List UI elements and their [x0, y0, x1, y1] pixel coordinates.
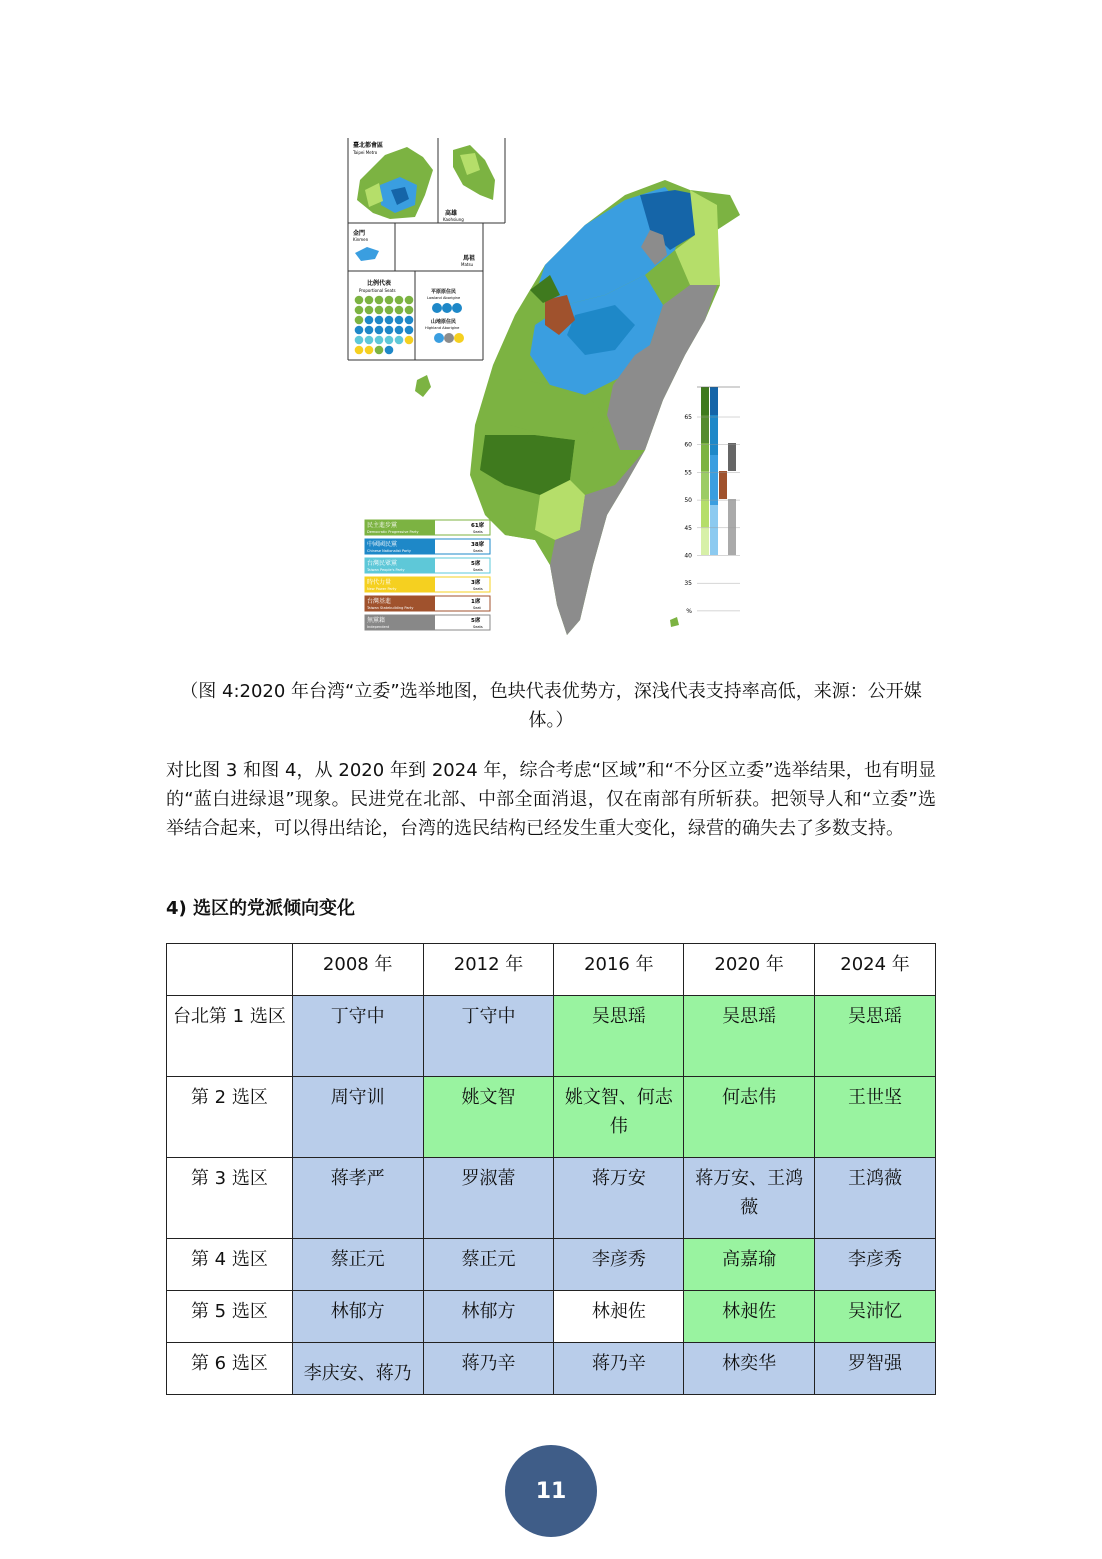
winner-cell: 王世坚	[815, 1077, 936, 1158]
figure-caption: （图 4:2020 年台湾“立委”选举地图，色块代表优势方，深浅代表支持率高低，来源：公开媒体。）	[180, 681, 922, 731]
penghu-island	[415, 375, 431, 397]
winner-cell: 吴思瑶	[815, 996, 936, 1077]
pr-seat-dot	[405, 316, 414, 325]
legend-party-en: Taiwan Statebuilding Party	[367, 606, 414, 610]
winner-cell: 何志伟	[684, 1077, 815, 1158]
scale-tick-label: 60	[684, 441, 692, 449]
svg-text:Lowland Aborigine: Lowland Aborigine	[427, 296, 461, 300]
winner-cell: 蒋乃辛	[423, 1343, 554, 1395]
pr-seat-dot	[355, 306, 364, 315]
district-label-cell: 台北第 1 选区	[167, 996, 293, 1077]
winner-cell: 李彦秀	[815, 1239, 936, 1291]
pr-seat-dot	[375, 296, 384, 305]
table-row	[167, 1158, 936, 1239]
district-label-cell: 第 2 选区	[167, 1077, 293, 1158]
legend-party-name: 民主進步黨	[367, 522, 398, 529]
winner-cell: 姚文智	[423, 1077, 554, 1158]
inset-kaohsiung-label: 高雄	[445, 210, 458, 217]
legend-seat-unit: Seat	[473, 606, 481, 610]
legend-seat-unit: Seats	[473, 549, 483, 553]
pr-seat-dot	[385, 316, 394, 325]
pr-seat-dot	[395, 306, 404, 315]
pr-seat-dot	[385, 336, 394, 345]
winner-cell: 蒋孝严	[292, 1158, 423, 1239]
pr-seat-dot	[395, 326, 404, 335]
legend-seat-count: 3席	[471, 580, 481, 586]
winner-cell: 林郁方	[423, 1291, 554, 1343]
winner-cell: 李庆安、蒋乃	[292, 1343, 423, 1395]
pr-seat-dot	[395, 316, 404, 325]
party-legend	[365, 520, 490, 630]
taiwan-main-island	[470, 180, 740, 635]
winner-cell: 吴思瑶	[554, 996, 684, 1077]
taiwan-election-map	[345, 135, 745, 635]
kinmen-map	[355, 247, 379, 261]
pr-seat-dot	[405, 336, 414, 345]
legend-party-name: 台灣民眾黨	[367, 560, 398, 567]
table-header-row	[167, 944, 936, 996]
svg-text:Matsu: Matsu	[461, 262, 474, 267]
support-rate-scale	[684, 387, 740, 615]
pr-seat-dot	[365, 316, 374, 325]
winner-cell: 林郁方	[292, 1291, 423, 1343]
winner-cell: 林昶佐	[684, 1291, 815, 1343]
table-header-cell: 2012 年	[423, 944, 554, 996]
table-header-cell: 2020 年	[684, 944, 815, 996]
legend-party-name: 台灣基進	[367, 598, 392, 605]
district-label-cell: 第 4 选区	[167, 1239, 293, 1291]
pr-seat-dot	[375, 336, 384, 345]
table-header-cell: 2016 年	[554, 944, 684, 996]
scale-tick-label: 35	[684, 580, 692, 588]
legend-seat-count: 38席	[471, 542, 485, 548]
district-results-table	[166, 943, 936, 1395]
table-row	[167, 996, 936, 1077]
winner-cell: 林奕华	[684, 1343, 815, 1395]
winner-cell: 李彦秀	[554, 1239, 684, 1291]
pr-seat-dot	[375, 306, 384, 315]
legend-seat-unit: Seats	[473, 625, 483, 629]
district-label-cell: 第 6 选区	[167, 1343, 293, 1395]
proportional-seats-dots	[355, 296, 414, 355]
scale-tick-label: %	[686, 607, 692, 615]
district-label-cell: 第 5 选区	[167, 1291, 293, 1343]
pr-seat-dot	[375, 346, 384, 355]
winner-cell: 罗淑蕾	[423, 1158, 554, 1239]
winner-cell: 吴沛忆	[815, 1291, 936, 1343]
legend-party-name: 時代力量	[367, 579, 392, 586]
svg-text:Proportional Seats: Proportional Seats	[359, 288, 396, 293]
svg-text:Kaohsiung: Kaohsiung	[443, 217, 464, 222]
pr-seat-dot	[385, 296, 394, 305]
pr-seat-dot	[355, 346, 364, 355]
winner-cell: 吴思瑶	[684, 996, 815, 1077]
winner-cell: 蒋万安	[554, 1158, 684, 1239]
page-number-badge: 11	[505, 1445, 597, 1537]
winner-cell: 蒋乃辛	[554, 1343, 684, 1395]
legend-seat-count: 5席	[471, 561, 481, 567]
pr-seat-dot	[375, 326, 384, 335]
winner-cell: 林昶佐	[554, 1291, 684, 1343]
legend-seat-unit: Seats	[473, 530, 483, 534]
legend-seat-count: 1席	[471, 599, 481, 605]
table-header-cell: 2008 年	[292, 944, 423, 996]
inset-taipei-label: 臺北都會區	[353, 142, 384, 149]
winner-cell: 蔡正元	[292, 1239, 423, 1291]
inset-matsu-label: 馬祖	[463, 255, 476, 262]
scale-tick-label: 55	[684, 469, 692, 477]
pr-seat-dot	[375, 316, 384, 325]
table-row	[167, 1291, 936, 1343]
winner-cell: 罗智强	[815, 1343, 936, 1395]
scale-tick-label: 40	[684, 552, 692, 560]
table-row	[167, 1077, 936, 1158]
inset-kinmen-label: 金門	[353, 230, 366, 237]
winner-cell: 王鸿薇	[815, 1158, 936, 1239]
pr-seat-dot	[385, 306, 394, 315]
section-heading: 4) 选区的党派倾向变化	[166, 898, 356, 919]
pr-seat-dot	[395, 296, 404, 305]
winner-cell: 姚文智、何志伟	[554, 1077, 684, 1158]
legend-party-en: Democratic Progressive Party	[367, 530, 419, 534]
legend-party-name: 中國國民黨	[367, 541, 398, 548]
table-header-cell: 2024 年	[815, 944, 936, 996]
pr-seat-dot	[405, 326, 414, 335]
table-row	[167, 1239, 936, 1291]
winner-cell: 蔡正元	[423, 1239, 554, 1291]
pr-seat-dot	[385, 346, 394, 355]
pr-seat-dot	[365, 306, 374, 315]
svg-text:Highland Aborigine: Highland Aborigine	[425, 326, 460, 330]
pr-seat-dot	[365, 346, 374, 355]
district-label-cell: 第 3 选区	[167, 1158, 293, 1239]
svg-text:Kinmen: Kinmen	[353, 237, 369, 242]
legend-party-en: Independent	[367, 625, 390, 629]
legend-party-en: New Power Party	[367, 587, 397, 591]
pr-seat-dot	[355, 316, 364, 325]
election-map-figure	[345, 135, 745, 635]
legend-seat-unit: Seats	[473, 587, 483, 591]
legend-party-en: Taiwan People's Party	[367, 568, 405, 572]
legend-party-name: 無黨籍	[367, 617, 386, 624]
winner-cell: 周守训	[292, 1077, 423, 1158]
pr-seat-dot	[405, 296, 414, 305]
legend-seat-count: 61席	[471, 523, 485, 529]
scale-tick-label: 45	[684, 524, 692, 532]
pr-seat-dot	[365, 336, 374, 345]
table-header-cell	[167, 944, 293, 996]
legend-seat-unit: Seats	[473, 568, 483, 572]
inset-pr-label: 比例代表	[367, 280, 392, 287]
pr-seat-dot	[385, 326, 394, 335]
body-paragraph: 对比图 3 和图 4，从 2020 年到 2024 年，综合考虑“区域”和“不分区立委”选举结果，也有明显的“蓝白进绿退”现象。民进党在北部、中部全面消退，仅在南部有所斩获。把领导人和“立委”选举结合起来，可以得出结论，台湾的选民结构已经发生重大变化，绿营的确失去了多数支持。	[166, 760, 936, 839]
pr-seat-dot	[355, 336, 364, 345]
pr-seat-dot	[365, 296, 374, 305]
scale-tick-label: 50	[684, 497, 692, 505]
winner-cell: 丁守中	[423, 996, 554, 1077]
legend-party-en: Chinese Nationalist Party	[367, 549, 411, 553]
pr-seat-dot	[355, 296, 364, 305]
svg-text:Taipei Metro: Taipei Metro	[353, 150, 378, 155]
pr-seat-dot	[395, 336, 404, 345]
table-row	[167, 1343, 936, 1395]
scale-tick-label: 65	[684, 414, 692, 421]
winner-cell: 丁守中	[292, 996, 423, 1077]
inset-lowland-label: 平原原住民	[431, 289, 457, 295]
pr-seat-dot	[355, 326, 364, 335]
legend-seat-count: 5席	[471, 618, 481, 624]
pr-seat-dot	[365, 326, 374, 335]
inset-highland-label: 山地原住民	[431, 319, 457, 325]
pr-seat-dot	[405, 306, 414, 315]
winner-cell: 蒋万安、王鸿薇	[684, 1158, 815, 1239]
winner-cell: 高嘉瑜	[684, 1239, 815, 1291]
